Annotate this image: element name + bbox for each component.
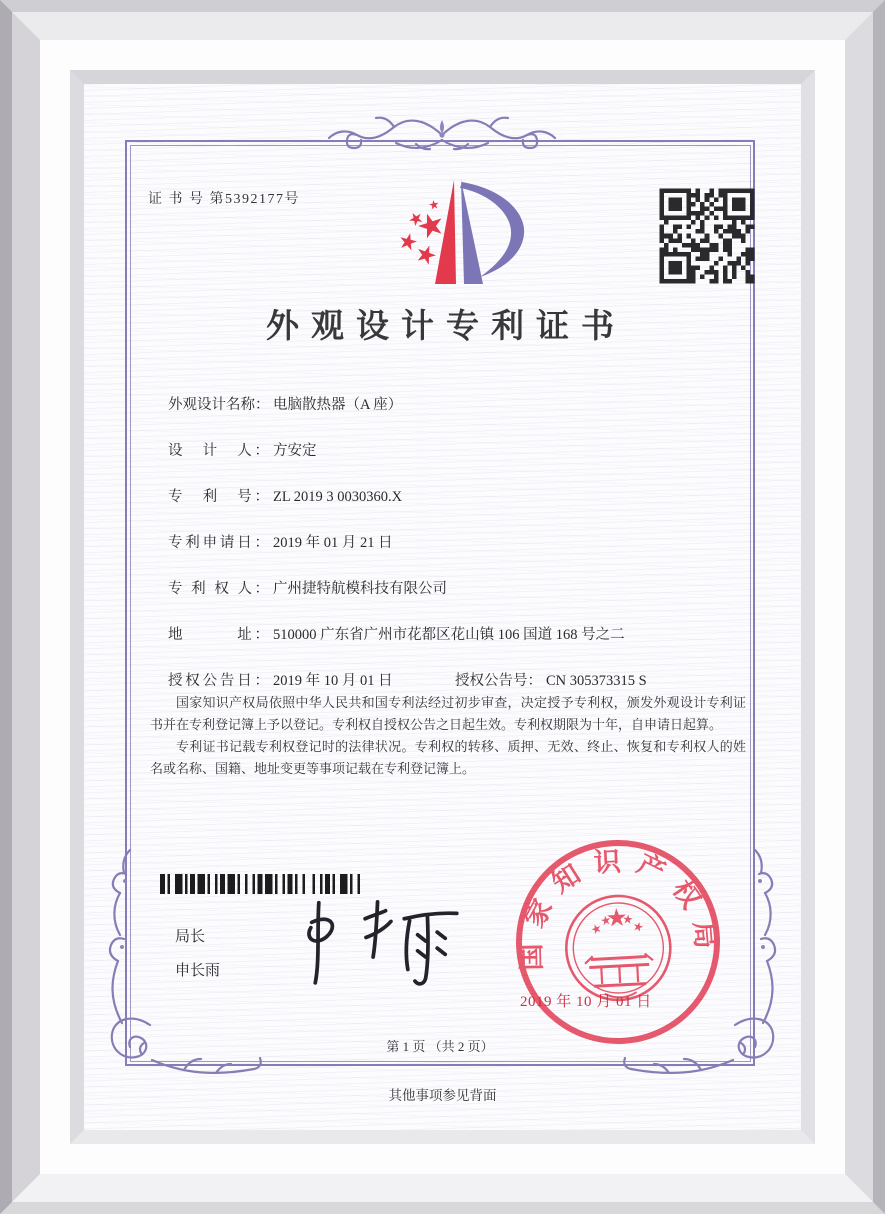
barcode [160, 874, 360, 894]
official-seal [507, 831, 730, 1054]
field-value: ZL 2019 3 0030360.X [273, 489, 403, 505]
legal-text [150, 692, 746, 780]
field-label: 专 利 权 人： [168, 581, 269, 597]
seal-text: 国家知识产权局 [515, 845, 722, 971]
photo-frame-face [12, 12, 873, 1202]
field-value: 2019 年 01 月 21 日 [273, 535, 393, 551]
logo-stars [398, 199, 446, 266]
field-grant-row [168, 669, 647, 689]
field-filing-date [168, 531, 393, 551]
field-designer [168, 439, 317, 459]
field-label: 专利申请日： [168, 535, 269, 551]
back-side-note: 其他事项参见背面 [388, 1088, 497, 1103]
photo-frame-mat [40, 40, 845, 1174]
field-value: 510000 广东省广州市花都区花山镇 106 国道 168 号之二 [273, 627, 625, 643]
field-grant-date [168, 673, 393, 689]
cnipa-logo [374, 172, 534, 292]
field-value: 电脑散热器（A 座） [273, 397, 403, 413]
field-label: 专 利 号： [168, 489, 269, 505]
signatory-post: 局长 [175, 928, 206, 945]
legal-paragraph-2: 专利证书记载专利权登记时的法律状况。专利权的转移、质押、无效、终止、恢复和专利权人的姓名或名称、国籍、地址变更等事项记载在专利登记簿上。 [150, 739, 746, 776]
field-patentee [168, 577, 447, 597]
field-label: 授权公告号： [455, 673, 542, 689]
qr-code [655, 184, 759, 288]
field-grant-number [455, 669, 647, 690]
field-value: CN 305373315 S [546, 673, 647, 689]
field-value: 广州捷特航模科技有限公司 [273, 581, 447, 597]
logo-purple-wedge [461, 180, 483, 284]
field-patent-number [168, 485, 402, 505]
field-label: 设 计 人： [168, 443, 269, 459]
top-scrollwork-ornament [322, 108, 562, 156]
certificate-page [84, 84, 801, 1130]
field-address [168, 623, 625, 643]
page-indicator: 第 1 页 （共 2 页） [386, 1039, 494, 1054]
field-design-name [168, 393, 402, 413]
signatory-name: 申长雨 [175, 962, 221, 979]
field-label: 授权公告日： [168, 673, 269, 689]
seal-date: 2019 年 10 月 01 日 [520, 994, 652, 1010]
legal-paragraph-1: 国家知识产权局依照中华人民共和国专利法经过初步审查，决定授予专利权，颁发外观设计专利证书并在专利登记簿上予以登记。专利权自授权公告之日起生效。专利权期限为十年，自申请日起算。 [150, 695, 746, 732]
signatory-block [175, 920, 220, 988]
field-label: 地 址： [168, 627, 269, 643]
field-value: 2019 年 10 月 01 日 [273, 673, 393, 689]
seal-emblem [564, 893, 673, 1002]
field-label: 外观设计名称： [168, 397, 270, 413]
certificate-number: 证 书 号 第5392177号 [148, 192, 300, 207]
commissioner-signature [285, 892, 463, 990]
seal-arc-text-holder [511, 841, 722, 971]
photo-frame-lip [70, 70, 815, 1144]
certificate-title: 外观设计专利证书 [266, 309, 626, 345]
field-value: 方安定 [273, 443, 317, 459]
